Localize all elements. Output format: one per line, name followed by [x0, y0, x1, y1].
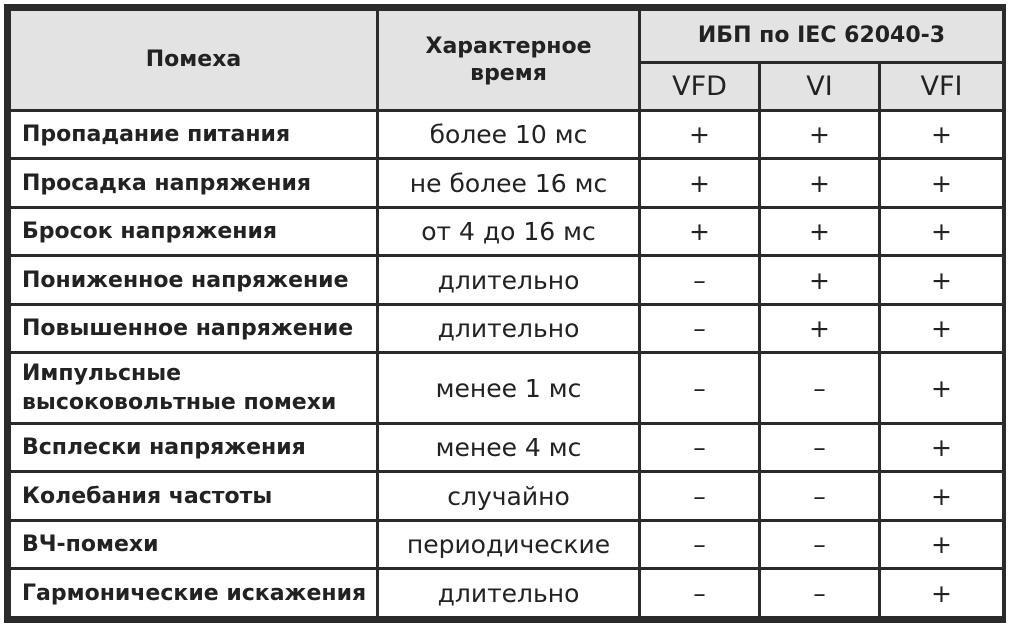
table-row: [11, 425, 1002, 470]
row-interference-name: Всплески напряжения: [11, 425, 376, 470]
row-vfd-mark: +: [641, 112, 758, 157]
row-vi-mark: +: [761, 112, 878, 157]
row-vfi-mark: +: [881, 209, 1002, 254]
row-characteristic-time: не более 16 мс: [379, 160, 638, 205]
row-vfd-mark: +: [641, 160, 758, 205]
row-vi-mark: –: [761, 570, 878, 616]
table-row: [11, 112, 1002, 157]
row-vfd-mark: –: [641, 257, 758, 302]
row-vfd-mark: –: [641, 522, 758, 567]
table-row: [11, 570, 1002, 616]
header-vi: VI: [761, 64, 878, 109]
row-vfd-mark: –: [641, 425, 758, 470]
row-vfi-mark: +: [881, 306, 1002, 351]
row-vfi-mark: +: [881, 570, 1002, 616]
row-characteristic-time: более 10 мс: [379, 112, 638, 157]
header-vfd: VFD: [641, 64, 758, 109]
row-vi-mark: –: [761, 354, 878, 422]
table-row: [11, 160, 1002, 205]
row-interference-name: Гармонические искажения: [11, 570, 376, 616]
header-interference: Помеха: [11, 11, 376, 109]
row-interference-name: Колебания частоты: [11, 473, 376, 518]
row-characteristic-time: менее 4 мс: [379, 425, 638, 470]
header-time-text: Характерное время: [425, 33, 592, 86]
row-interference-name: Бросок напряжения: [11, 209, 376, 254]
table-row: [11, 473, 1002, 518]
table-frame: [4, 4, 1006, 623]
row-characteristic-time: от 4 до 16 мс: [379, 209, 638, 254]
row-vfd-mark: –: [641, 306, 758, 351]
row-interference-name: ВЧ-помехи: [11, 522, 376, 567]
row-vfd-mark: –: [641, 354, 758, 422]
row-characteristic-time: длительно: [379, 306, 638, 351]
row-vfi-mark: +: [881, 354, 1002, 422]
row-interference-name: Повышенное напряжение: [11, 306, 376, 351]
row-vfi-mark: +: [881, 257, 1002, 302]
header-vfi: VFI: [881, 64, 1002, 109]
header-characteristic-time: [379, 11, 638, 109]
row-interference-name: Пониженное напряжение: [11, 257, 376, 302]
row-vi-mark: +: [761, 306, 878, 351]
table-row: [11, 306, 1002, 351]
row-vfi-mark: +: [881, 522, 1002, 567]
row-vfi-mark: +: [881, 160, 1002, 205]
table-row: [11, 354, 1002, 422]
table-row: [11, 522, 1002, 567]
row-interference-name: Пропадание питания: [11, 112, 376, 157]
row-vi-mark: +: [761, 209, 878, 254]
header-ups-group: ИБП по IEC 62040-3: [641, 11, 1002, 61]
row-vi-mark: –: [761, 425, 878, 470]
row-vfd-mark: +: [641, 209, 758, 254]
row-characteristic-time: случайно: [379, 473, 638, 518]
row-vi-mark: +: [761, 160, 878, 205]
row-vfi-mark: +: [881, 112, 1002, 157]
row-vfi-mark: +: [881, 425, 1002, 470]
table-row: [11, 209, 1002, 254]
row-vi-mark: –: [761, 473, 878, 518]
ups-interference-table: [8, 8, 1005, 619]
row-characteristic-time: длительно: [379, 257, 638, 302]
row-characteristic-time: периодические: [379, 522, 638, 567]
row-vfd-mark: –: [641, 570, 758, 616]
row-interference-name: Просадка напряжения: [11, 160, 376, 205]
row-interference-name: Импульсные высоковольтные помехи: [11, 354, 376, 422]
row-characteristic-time: менее 1 мс: [379, 354, 638, 422]
row-vfd-mark: –: [641, 473, 758, 518]
row-characteristic-time: длительно: [379, 570, 638, 616]
table-row: [11, 257, 1002, 302]
row-vi-mark: –: [761, 522, 878, 567]
row-vi-mark: +: [761, 257, 878, 302]
row-vfi-mark: +: [881, 473, 1002, 518]
